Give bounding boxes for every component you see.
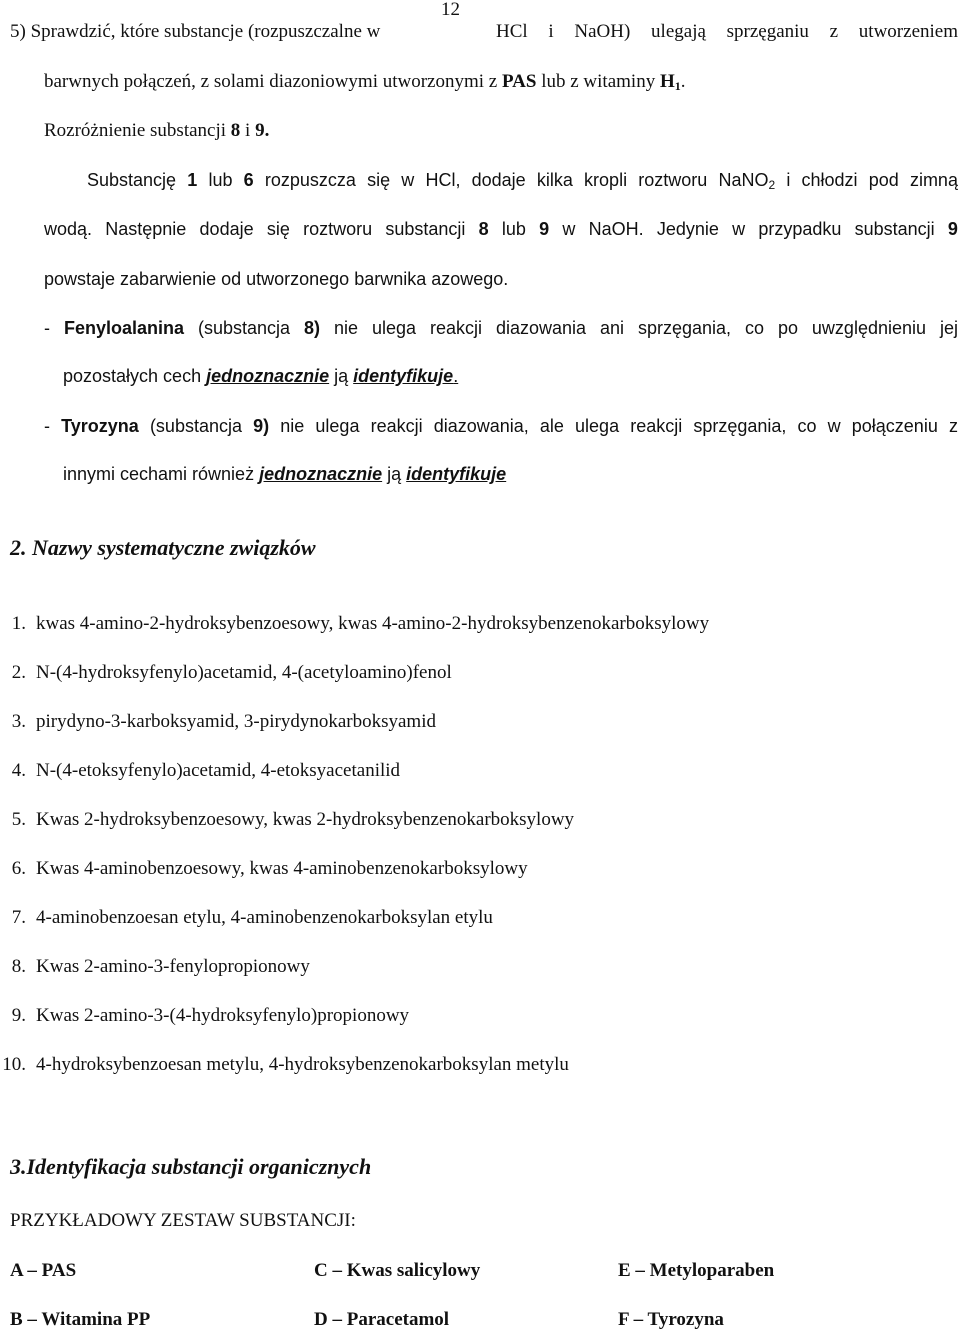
list-item-text: Kwas 2-amino-3-fenylopropionowy <box>36 956 310 977</box>
list-item <box>0 761 400 780</box>
substance-b: B – Witamina PP <box>10 1309 151 1330</box>
para-line1 <box>87 170 958 192</box>
page-number: 12 <box>441 0 460 20</box>
list-item-text: Kwas 2-hydroksybenzoesowy, kwas 2-hydroksybenzenokarboksylowy <box>36 809 575 830</box>
list-item-number: 1. <box>11 613 26 634</box>
list-item-number: 9. <box>11 1005 26 1026</box>
list-item <box>0 1055 569 1074</box>
fen-name: Fenyloalanina <box>63 318 185 338</box>
list-item-number: 8. <box>11 956 26 977</box>
list-item-number: 5. <box>11 809 26 830</box>
list-item-number: 3. <box>11 711 26 732</box>
section2-heading: 2. Nazwy systematyczne związków <box>10 535 316 560</box>
line2-text-b: lub z witaminy <box>541 71 656 92</box>
list-item <box>0 859 528 878</box>
fenyloalanina-line1 <box>44 319 958 337</box>
line3-nine: 9. <box>255 120 270 141</box>
list-item-text: Kwas 4-aminobenzoesowy, kwas 4-aminobenzenokarboksylowy <box>36 858 528 879</box>
para2-e: w NaOH. Jedynie w przypadku substancji <box>562 219 935 239</box>
para1-a: Substancję <box>87 170 177 190</box>
tyr2-d: identyfikuje <box>406 464 507 484</box>
fen-rest: nie ulega reakcji diazowania ani sprzęgania, co po uwzględnieniu jej <box>334 318 958 338</box>
list-item-number: 10. <box>2 1054 26 1075</box>
line3-text-a: Rozróżnienie substancji <box>44 120 227 141</box>
line3-eight: 8 <box>230 120 241 141</box>
substance-d: D – Paracetamol <box>314 1309 450 1330</box>
line2-h-sub: 1 <box>674 79 681 93</box>
list-item-number: 2. <box>11 662 26 683</box>
list-item-text: Kwas 2-amino-3-(4-hydroksyfenylo)propionowy <box>36 1005 410 1026</box>
list-item-number: 4. <box>11 760 26 781</box>
substance-e: E – Metyloparaben <box>618 1260 775 1281</box>
fenyloalanina-line2 <box>63 367 458 385</box>
para1-b: 1 <box>187 170 198 190</box>
tyr-subst: (substancja <box>149 416 242 436</box>
section5-line2 <box>44 72 685 91</box>
fen2-c: ją <box>334 366 349 386</box>
list-item <box>0 957 310 976</box>
para1-f: i chłodzi pod zimną <box>786 170 958 190</box>
substance-set-label: PRZYKŁADOWY ZESTAW SUBSTANCJI: <box>10 1210 356 1231</box>
fen-dash: - <box>44 318 50 338</box>
para-line2 <box>44 220 958 238</box>
list-item-number: 7. <box>11 907 26 928</box>
tyr-dash: - <box>44 416 50 436</box>
list-item <box>0 810 574 829</box>
line3-text-b: i <box>245 120 251 141</box>
tyr2-a: innymi cechami również <box>63 464 255 484</box>
fen2-e: . <box>453 366 459 386</box>
list-item <box>0 908 493 927</box>
substance-c: C – Kwas salicylowy <box>314 1260 481 1281</box>
fen2-a: pozostałych cech <box>63 366 202 386</box>
list-item-text: kwas 4-amino-2-hydroksybenzoesowy, kwas 4-amino-2-hydroksybenzenokarboksylowy <box>36 613 710 634</box>
para2-f: 9 <box>947 219 958 239</box>
line2-h: H <box>659 71 675 92</box>
substance-f: F – Tyrozyna <box>618 1309 724 1330</box>
para1-sub: 2 <box>768 178 776 192</box>
line2-end: . <box>680 71 686 92</box>
list-item <box>0 1006 409 1025</box>
list-item <box>0 614 709 633</box>
section5-line1-right <box>496 22 958 41</box>
para1-c: lub <box>208 170 233 190</box>
tyr2-c: ją <box>387 464 402 484</box>
section5-line1-left <box>10 22 380 41</box>
section3-heading: 3.Identyfikacja substancji organicznych <box>10 1154 372 1179</box>
substance-a: A – PAS <box>10 1260 77 1281</box>
para1-e: rozpuszcza się w HCl, dodaje kilka kropli roztworu NaNO <box>264 170 769 190</box>
fen2-b: jednoznacznie <box>206 366 330 386</box>
section5-line1-text-a: 5) Sprawdzić, które substancje (rozpuszczalne w <box>10 21 381 42</box>
list-item-number: 6. <box>11 858 26 879</box>
list-item <box>0 663 452 682</box>
tyr-num: 9) <box>253 416 270 436</box>
section5-line1-text-b: HCl i NaOH) ulegają sprzęganiu z utworzeniem <box>496 21 958 42</box>
para2-d: 9 <box>539 219 550 239</box>
list-item-text: N-(4-etoksyfenylo)acetamid, 4-etoksyacetanilid <box>36 760 401 781</box>
tyrozyna-line1 <box>44 417 958 435</box>
list-item <box>0 712 436 731</box>
para2-c: lub <box>501 219 526 239</box>
tyr2-b: jednoznacznie <box>259 464 383 484</box>
list-item-text: 4-aminobenzoesan etylu, 4-aminobenzenokarboksylan etylu <box>36 907 493 928</box>
para2-b: 8 <box>478 219 489 239</box>
list-item-text: 4-hydroksybenzoesan metylu, 4-hydroksybenzenokarboksylan metylu <box>36 1054 569 1075</box>
list-item-text: pirydyno-3-karboksyamid, 3-pirydynokarboksyamid <box>36 711 436 732</box>
para-line3: powstaje zabarwienie od utworzonego barwnika azowego. <box>44 269 509 289</box>
fen-num: 8) <box>304 318 321 338</box>
tyr-rest: nie ulega reakcji diazowania, ale ulega reakcji sprzęgania, co w połączeniu z <box>280 416 958 436</box>
list-item-text: N-(4-hydroksyfenylo)acetamid, 4-(acetyloamino)fenol <box>36 662 452 683</box>
tyr-name: Tyrozyna <box>61 416 139 436</box>
fen-subst: (substancja <box>197 318 291 338</box>
tyrozyna-line2 <box>63 465 506 483</box>
para1-d: 6 <box>243 170 254 190</box>
line2-pas: PAS <box>501 71 537 92</box>
para2-a: wodą. Następnie dodaje się roztworu substancji <box>44 219 466 239</box>
section5-line3 <box>44 121 269 140</box>
fen2-d: identyfikuje <box>353 366 454 386</box>
line2-text-a: barwnych połączeń, z solami diazoniowymi utworzonymi z <box>44 71 498 92</box>
